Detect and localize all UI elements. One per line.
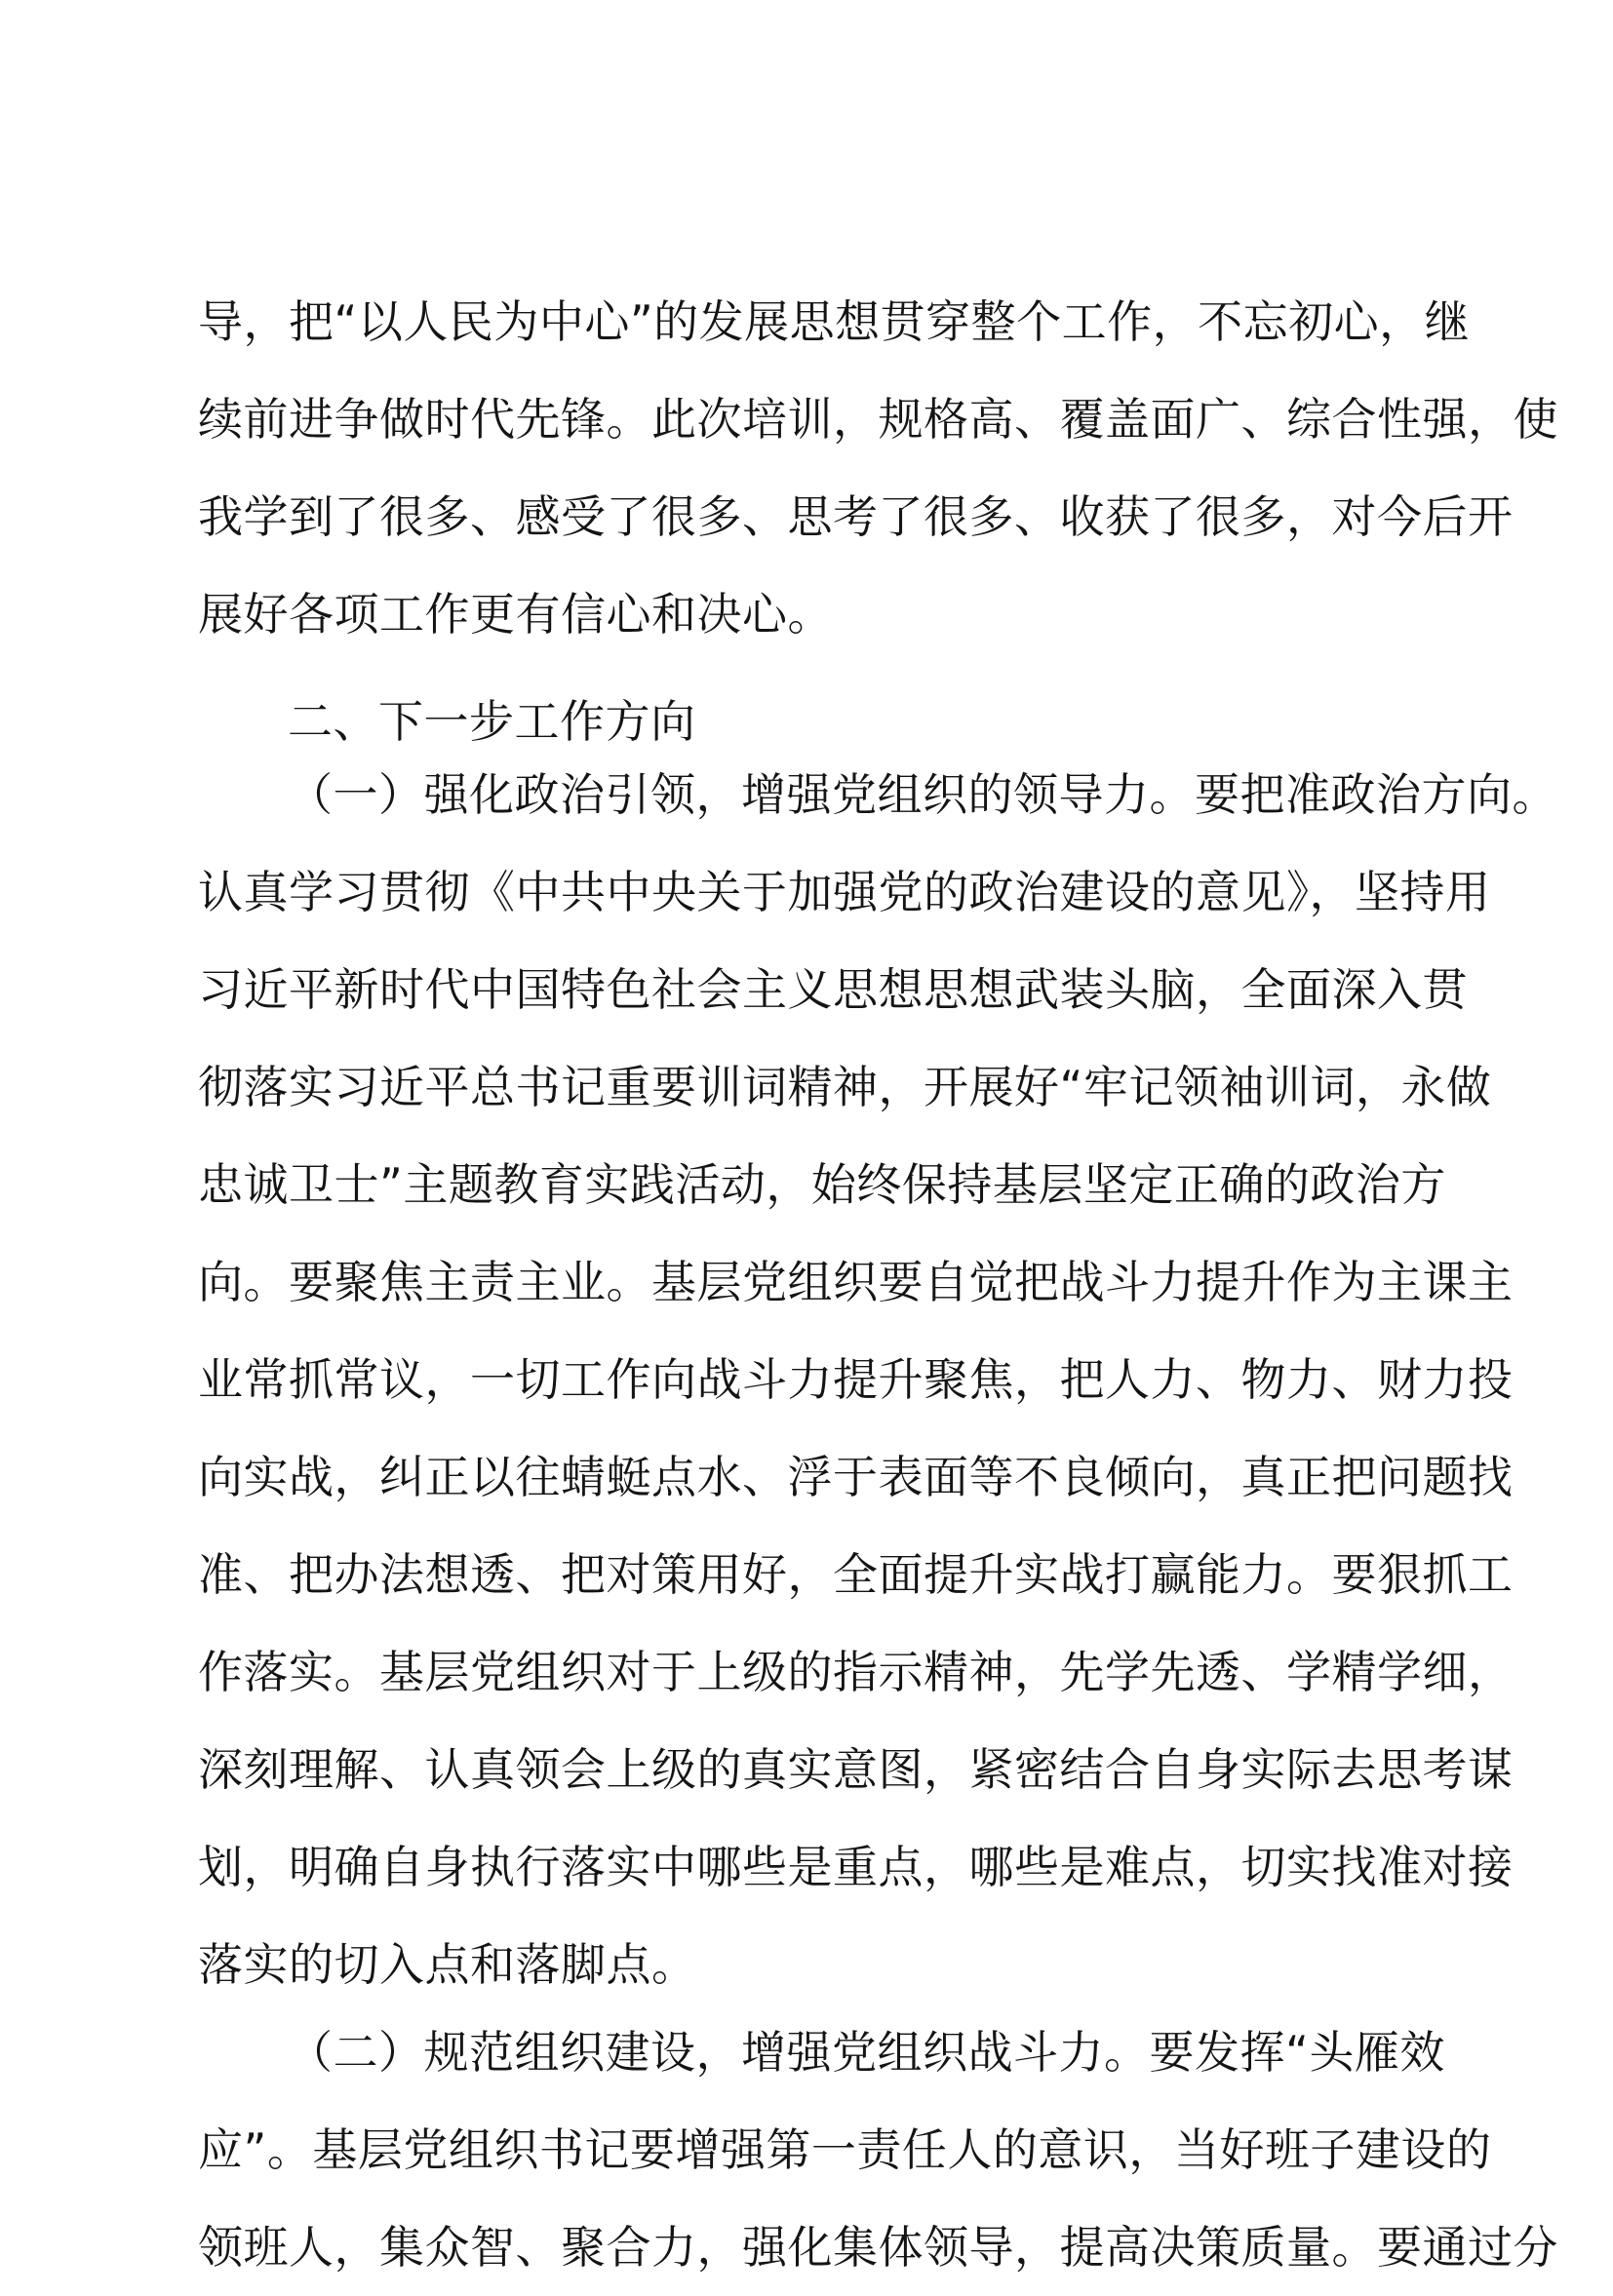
text-line: 展好各项工作更有信心和决心。 — [198, 588, 833, 641]
text-line: 我学到了很多、感受了很多、思考了很多、收获了很多，对今后开 — [198, 490, 1514, 543]
text-line: 业常抓常议，一切工作向战斗力提升聚焦，把人力、物力、财力投 — [198, 1353, 1514, 1406]
text-line: 续前进争做时代先锋。此次培训，规格高、覆盖面广、综合性强，使 — [198, 393, 1558, 446]
paragraph-section-two — [198, 2004, 1558, 2296]
text-line: 准、把办法想透、把对策用好，全面提升实战打赢能力。要狠抓工 — [198, 1548, 1514, 1601]
section-heading-text: 二、下一步工作方向 — [288, 695, 696, 748]
text-line: 应”。基层党组织书记要增强第一责任人的意识，当好班子建设的 — [198, 2123, 1492, 2176]
text-line: 领班人，集众智、聚合力，强化集体领导，提高决策质量。要通过分 — [198, 2221, 1558, 2274]
paragraph-continued — [198, 273, 1558, 663]
text-line: 认真学习贯彻《中共中央关于加强党的政治建设的意见》，坚持用 — [198, 866, 1491, 918]
text-line: 彻落实习近平总书记重要训词精神，开展好“牢记领袖训词，永做 — [198, 1061, 1492, 1113]
text-line: 向。要聚焦主责主业。基层党组织要自觉把战斗力提升作为主课主 — [198, 1256, 1514, 1308]
text-line: 落实的切入点和落脚点。 — [198, 1938, 697, 1991]
text-line: 划，明确自身执行落实中哪些是重点，哪些是难点，切实找准对接 — [198, 1841, 1514, 1893]
text-line: 忠诚卫士”主题教育实践活动，始终保持基层坚定正确的政治方 — [198, 1158, 1446, 1211]
text-line: 习近平新时代中国特色社会主义思想思想武装头脑，全面深入贯 — [198, 963, 1468, 1016]
text-line: （一）强化政治引领，增强党组织的领导力。要把准政治方向。 — [288, 768, 1557, 821]
paragraph-section-one — [198, 746, 1557, 2013]
text-line: 导，把“以人民为中心”的发展思想贯穿整个工作，不忘初心，继 — [198, 295, 1471, 348]
text-line: 向实战，纠正以往蜻蜓点水、浮于表面等不良倾向，真正把问题找 — [198, 1451, 1514, 1503]
text-line: 作落实。基层党组织对于上级的指示精神，先学先透、学精学细， — [198, 1646, 1514, 1698]
text-line: 深刻理解、认真领会上级的真实意图，紧密结合自身实际去思考谋 — [198, 1743, 1514, 1796]
text-line: （二）规范组织建设，增强党组织战斗力。要发挥“头雁效 — [288, 2026, 1445, 2079]
